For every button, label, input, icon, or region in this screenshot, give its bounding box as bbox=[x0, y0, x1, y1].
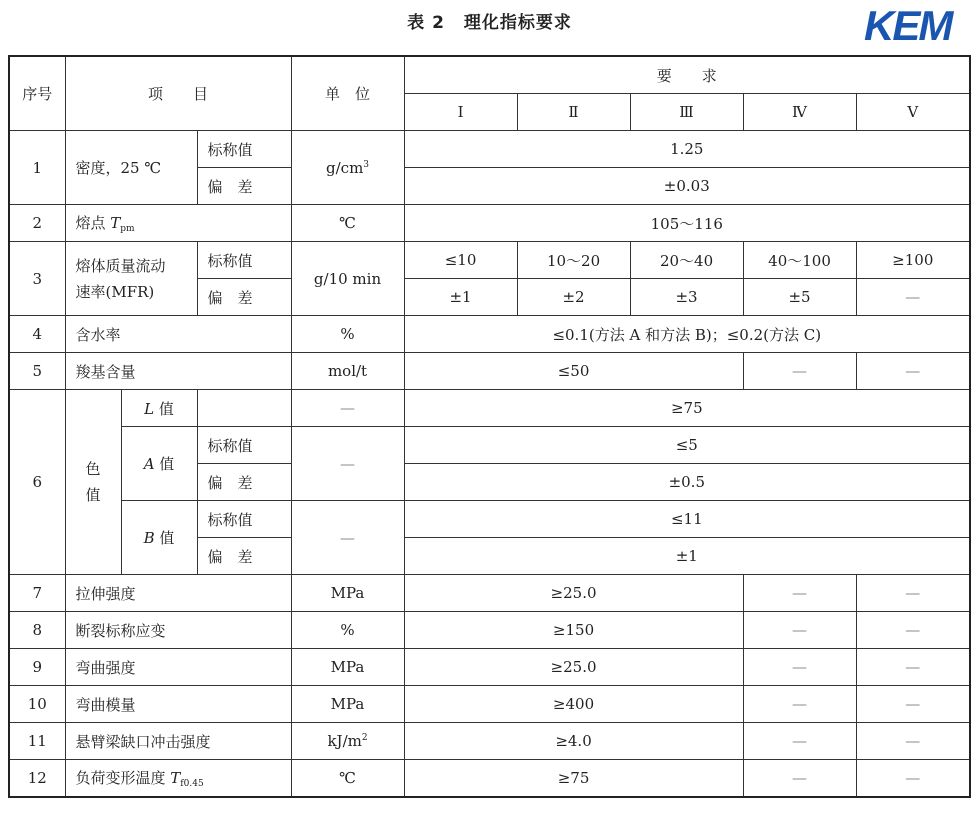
row-value: ≤0.1(方法 A 和方法 B)；≤0.2(方法 C) bbox=[404, 316, 970, 353]
row-no: 2 bbox=[9, 205, 65, 242]
table-row bbox=[9, 131, 970, 168]
row-no: 10 bbox=[9, 686, 65, 723]
row-no: 9 bbox=[9, 649, 65, 686]
grade-value: ±5 bbox=[743, 279, 856, 316]
grade-5-value: — bbox=[856, 723, 970, 760]
header-unit: 单 位 bbox=[291, 56, 404, 131]
grade-value: ±1 bbox=[404, 279, 517, 316]
row-no: 3 bbox=[9, 242, 65, 316]
grade-value: 10～20 bbox=[517, 242, 630, 279]
row-value: ≥400 bbox=[404, 686, 743, 723]
grade-5-value: — bbox=[856, 686, 970, 723]
color-l-label: L 值 bbox=[121, 390, 197, 427]
row-no: 1 bbox=[9, 131, 65, 205]
table-row bbox=[9, 353, 970, 390]
row-item: 熔点 $T_{pm}$ bbox=[65, 205, 291, 242]
physicochemical-requirements-table bbox=[8, 55, 971, 798]
table-row bbox=[9, 760, 970, 798]
row-no: 12 bbox=[9, 760, 65, 798]
row-value: ±0.5 bbox=[404, 464, 970, 501]
row-no: 5 bbox=[9, 353, 65, 390]
table-row bbox=[9, 427, 970, 464]
grade-value: 40～100 bbox=[743, 242, 856, 279]
grade-4-value: — bbox=[743, 686, 856, 723]
row-value: ±1 bbox=[404, 538, 970, 575]
row-item: 羧基含量 bbox=[65, 353, 291, 390]
row-value: ≤5 bbox=[404, 427, 970, 464]
table-row bbox=[9, 205, 970, 242]
table-row bbox=[9, 316, 970, 353]
row-unit: — bbox=[291, 501, 404, 575]
nominal-label: 标称值 bbox=[197, 427, 291, 464]
row-unit: % bbox=[291, 316, 404, 353]
row-item: 拉伸强度 bbox=[65, 575, 291, 612]
grade-value: — bbox=[856, 279, 970, 316]
row-value: 1.25 bbox=[404, 131, 970, 168]
row-unit: $g/cm^3$ bbox=[291, 131, 404, 205]
row-item: 弯曲强度 bbox=[65, 649, 291, 686]
table-number: 表 2 bbox=[407, 13, 445, 33]
row-value: ≤50 bbox=[404, 353, 743, 390]
grade-5: Ⅴ bbox=[856, 94, 970, 131]
row-no: 11 bbox=[9, 723, 65, 760]
table-row bbox=[9, 686, 970, 723]
grade-4-value: — bbox=[743, 723, 856, 760]
row-unit: — bbox=[291, 390, 404, 427]
row-unit: g/10 min bbox=[291, 242, 404, 316]
nominal-label: 标称值 bbox=[197, 501, 291, 538]
grade-4: Ⅳ bbox=[743, 94, 856, 131]
table-row bbox=[9, 242, 970, 279]
row-unit: MPa bbox=[291, 575, 404, 612]
grade-2: Ⅱ bbox=[517, 94, 630, 131]
grade-4-value: — bbox=[743, 760, 856, 798]
row-value: ≥25.0 bbox=[404, 575, 743, 612]
grade-5-value: — bbox=[856, 575, 970, 612]
header-requirements: 要 求 bbox=[404, 56, 970, 94]
grade-3: Ⅲ bbox=[630, 94, 743, 131]
nominal-label: 标称值 bbox=[197, 242, 291, 279]
table-title bbox=[0, 8, 979, 33]
header-seq: 序号 bbox=[9, 56, 65, 131]
row-unit: $kJ/m^2$ bbox=[291, 723, 404, 760]
table-title-text: 理化指标要求 bbox=[463, 13, 572, 33]
row-item: 熔体质量流动 速率(MFR) bbox=[65, 242, 197, 316]
row-unit: ℃ bbox=[291, 205, 404, 242]
kem-logo bbox=[860, 2, 970, 48]
header-row bbox=[9, 56, 970, 94]
row-value: ±0.03 bbox=[404, 168, 970, 205]
grade-5-value: — bbox=[856, 353, 970, 390]
deviation-label: 偏 差 bbox=[197, 538, 291, 575]
row-item: 含水率 bbox=[65, 316, 291, 353]
row-unit: — bbox=[291, 427, 404, 501]
row-no: 6 bbox=[9, 390, 65, 575]
row-no: 8 bbox=[9, 612, 65, 649]
table-row bbox=[9, 612, 970, 649]
grade-value: ≤10 bbox=[404, 242, 517, 279]
grade-4-value: — bbox=[743, 612, 856, 649]
row-unit: MPa bbox=[291, 686, 404, 723]
table-row bbox=[9, 501, 970, 538]
row-unit: % bbox=[291, 612, 404, 649]
deviation-label: 偏 差 bbox=[197, 279, 291, 316]
row-item: 悬臂梁缺口冲击强度 bbox=[65, 723, 291, 760]
row-unit: mol/t bbox=[291, 353, 404, 390]
nominal-label: 标称值 bbox=[197, 131, 291, 168]
row-value: ≥25.0 bbox=[404, 649, 743, 686]
grade-value: 20～40 bbox=[630, 242, 743, 279]
row-no: 7 bbox=[9, 575, 65, 612]
row-unit: MPa bbox=[291, 649, 404, 686]
svg-text:KEM: KEM bbox=[864, 2, 952, 48]
row-item: 负荷变形温度 $T_{f0.45}$ bbox=[65, 760, 291, 798]
grade-value: ±2 bbox=[517, 279, 630, 316]
deviation-label: 偏 差 bbox=[197, 464, 291, 501]
row-unit: ℃ bbox=[291, 760, 404, 798]
color-b-label: B 值 bbox=[121, 501, 197, 575]
grade-1: Ⅰ bbox=[404, 94, 517, 131]
color-l-empty bbox=[197, 390, 291, 427]
row-value: ≥75 bbox=[404, 390, 970, 427]
row-value: ≥150 bbox=[404, 612, 743, 649]
table-row bbox=[9, 390, 970, 427]
row-value: ≥4.0 bbox=[404, 723, 743, 760]
grade-5-value: — bbox=[856, 649, 970, 686]
row-item: 断裂标称应变 bbox=[65, 612, 291, 649]
row-item: 密度，25 ℃ bbox=[65, 131, 197, 205]
grade-4-value: — bbox=[743, 575, 856, 612]
row-item: 弯曲模量 bbox=[65, 686, 291, 723]
row-no: 4 bbox=[9, 316, 65, 353]
table-row bbox=[9, 575, 970, 612]
row-value: ≤11 bbox=[404, 501, 970, 538]
header-item: 项 目 bbox=[65, 56, 291, 131]
table-row bbox=[9, 723, 970, 760]
row-value: ≥75 bbox=[404, 760, 743, 798]
grade-4-value: — bbox=[743, 353, 856, 390]
grade-5-value: — bbox=[856, 760, 970, 798]
grade-5-value: — bbox=[856, 612, 970, 649]
grade-value: ≥100 bbox=[856, 242, 970, 279]
grade-value: ±3 bbox=[630, 279, 743, 316]
row-item: 色 值 bbox=[65, 390, 121, 575]
table-row bbox=[9, 649, 970, 686]
grade-4-value: — bbox=[743, 649, 856, 686]
deviation-label: 偏 差 bbox=[197, 168, 291, 205]
color-a-label: A 值 bbox=[121, 427, 197, 501]
row-value: 105～116 bbox=[404, 205, 970, 242]
